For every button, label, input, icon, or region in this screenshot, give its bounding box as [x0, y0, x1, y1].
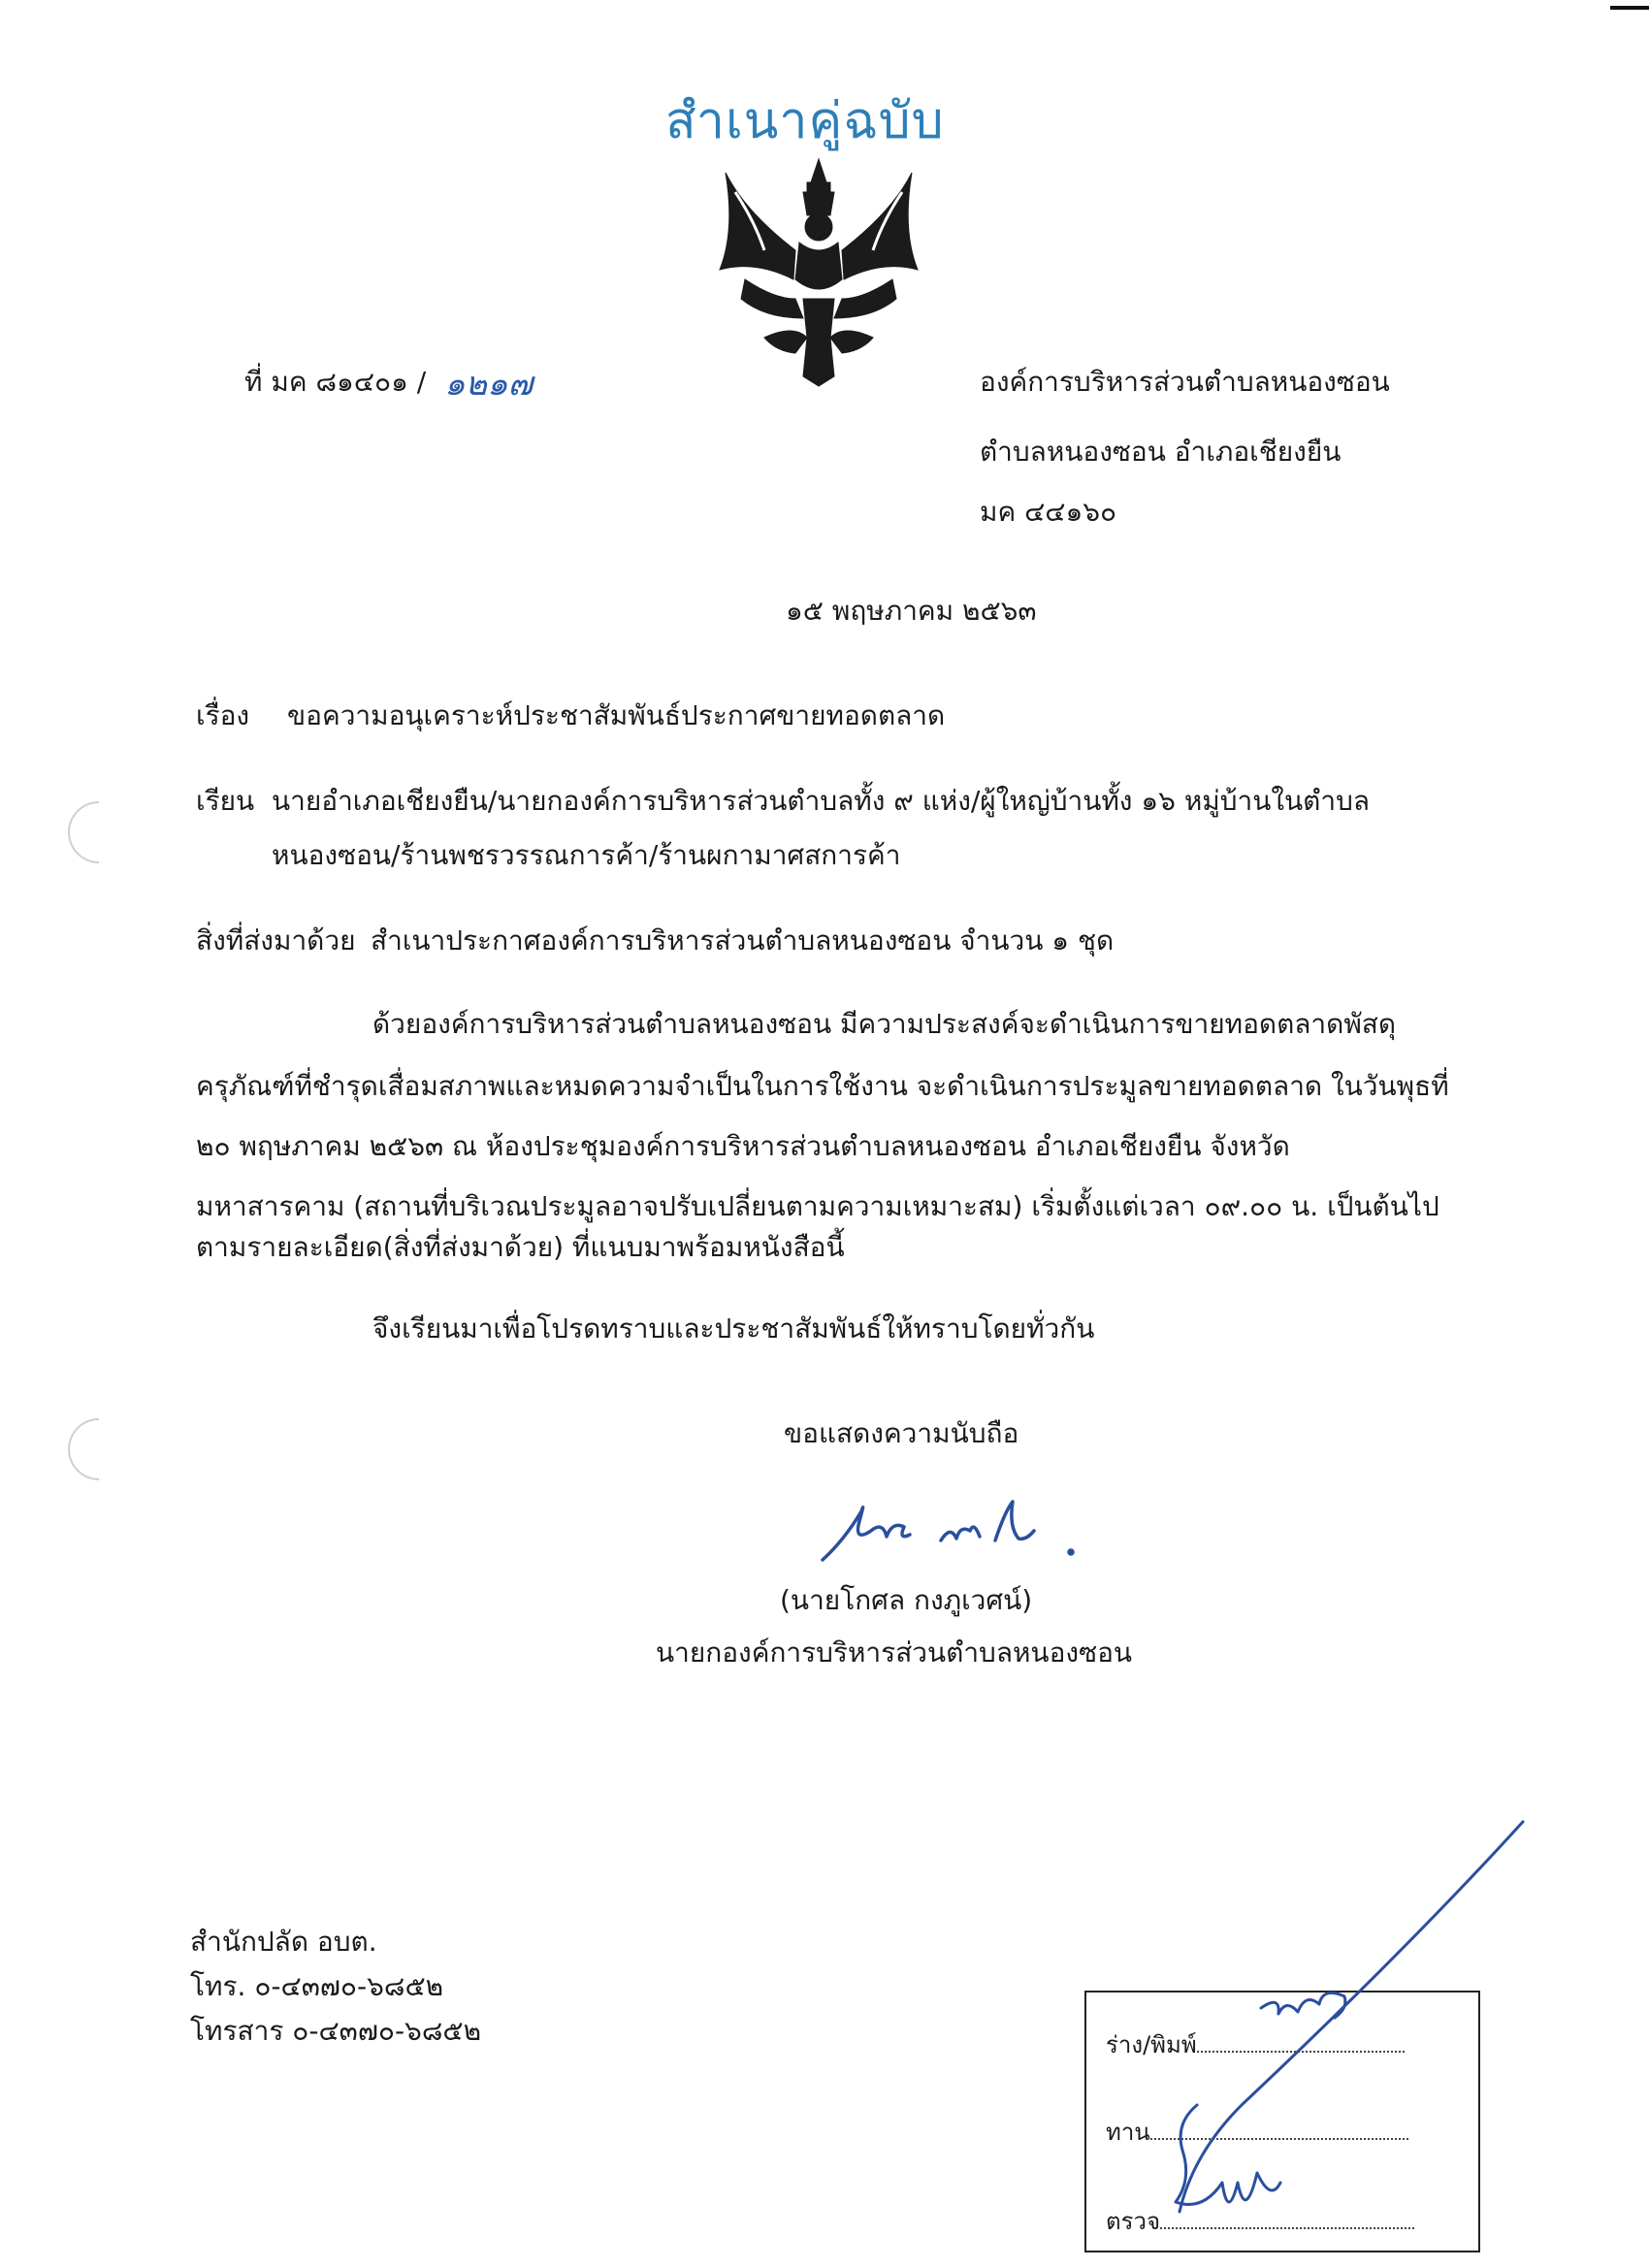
recipient-line2: หนองซอน/ร้านพชรวรรณการค้า/ร้านผกามาศสการค้า [272, 839, 901, 871]
body-line: มหาสารคาม (สถานที่บริเวณประมูลอาจปรับเปลี่ยนตามความเหมาะสม) เริ่มตั้งแต่เวลา ๐๙.๐๐ น. เป็นต้นไป [196, 1190, 1439, 1222]
proof-checked-label: ตรวจ [1106, 2208, 1161, 2235]
closing-regards: ขอแสดงความนับถือ [784, 1417, 1019, 1449]
garuda-emblem-icon [706, 153, 931, 388]
enclosure-text: สำเนาประกาศองค์การบริหารส่วนตำบลหนองซอน จำนวน ๑ ชุด [371, 924, 1115, 956]
punch-hole-mark [55, 789, 144, 877]
recipient-label: เรียน [196, 785, 255, 817]
proof-typed-label: ร่าง/พิมพ์ [1106, 2031, 1197, 2058]
initials-handwriting-icon [1116, 1814, 1542, 2260]
reference-number-handwritten: ๑๒๑๗ [444, 365, 534, 404]
signatory-position: นายกองค์การบริหารส่วนตำบลหนองซอน [656, 1636, 1133, 1669]
body-line: ตามรายละเอียด(สิ่งที่ส่งมาด้วย) ที่แนบมาพร้อมหนังสือนี้ [196, 1231, 845, 1263]
copy-stamp: สำเนาคู่ฉบับ [665, 92, 945, 150]
proof-reviewed-label: ทาน [1106, 2119, 1150, 2146]
footer-fax: โทรสาร ๐-๔๓๗๐-๖๘๕๒ [190, 2015, 482, 2047]
signature-icon [815, 1482, 1086, 1570]
scan-edge-mark [1610, 6, 1649, 10]
subject-text: ขอความอนุเคราะห์ประชาสัมพันธ์ประกาศขายทอดตลาด [287, 699, 946, 731]
body-line: ครุภัณฑ์ที่ชำรุดเสื่อมสภาพและหมดความจำเป็นในการใช้งาน จะดำเนินการประมูลขายทอดตลาด ในวันพุธที่ [196, 1070, 1449, 1102]
body-line: ด้วยองค์การบริหารส่วนตำบลหนองซอน มีความประสงค์จะดำเนินการขายทอดตลาดพัสดุ [372, 1008, 1397, 1040]
reference-prefix: ที่ มค ๘๑๔๐๑ / [244, 366, 427, 398]
punch-hole-mark [55, 1406, 144, 1494]
body-line: ๒๐ พฤษภาคม ๒๕๖๓ ณ ห้องประชุมองค์การบริหารส่วนตำบลหนองซอน อำเภอเชียงยืน จังหวัด [196, 1130, 1290, 1162]
org-postcode: มค ๔๔๑๖๐ [980, 496, 1117, 528]
body-closing-line: จึงเรียนมาเพื่อโปรดทราบและประชาสัมพันธ์ให้ทราบโดยทั่วกัน [372, 1312, 1095, 1345]
subject-label: เรื่อง [196, 699, 250, 731]
footer-phone: โทร. ๐-๔๓๗๐-๖๘๕๒ [190, 1970, 444, 2002]
org-name: องค์การบริหารส่วนตำบลหนองซอน [980, 366, 1390, 398]
signatory-name: (นายโกศล กงภูเวศน์) [780, 1584, 1033, 1616]
enclosure-label: สิ่งที่ส่งมาด้วย [196, 924, 356, 956]
footer-office: สำนักปลัด อบต. [190, 1926, 377, 1958]
letter-date: ๑๕ พฤษภาคม ๒๕๖๓ [786, 595, 1037, 627]
recipient-line1: นายอำเภอเชียงยืน/นายกองค์การบริหารส่วนตำบลทั้ง ๙ แห่ง/ผู้ใหญ่บ้านทั้ง ๑๖ หมู่บ้านในตำบล [272, 785, 1371, 817]
org-address: ตำบลหนองซอน อำเภอเชียงยืน [980, 436, 1342, 468]
